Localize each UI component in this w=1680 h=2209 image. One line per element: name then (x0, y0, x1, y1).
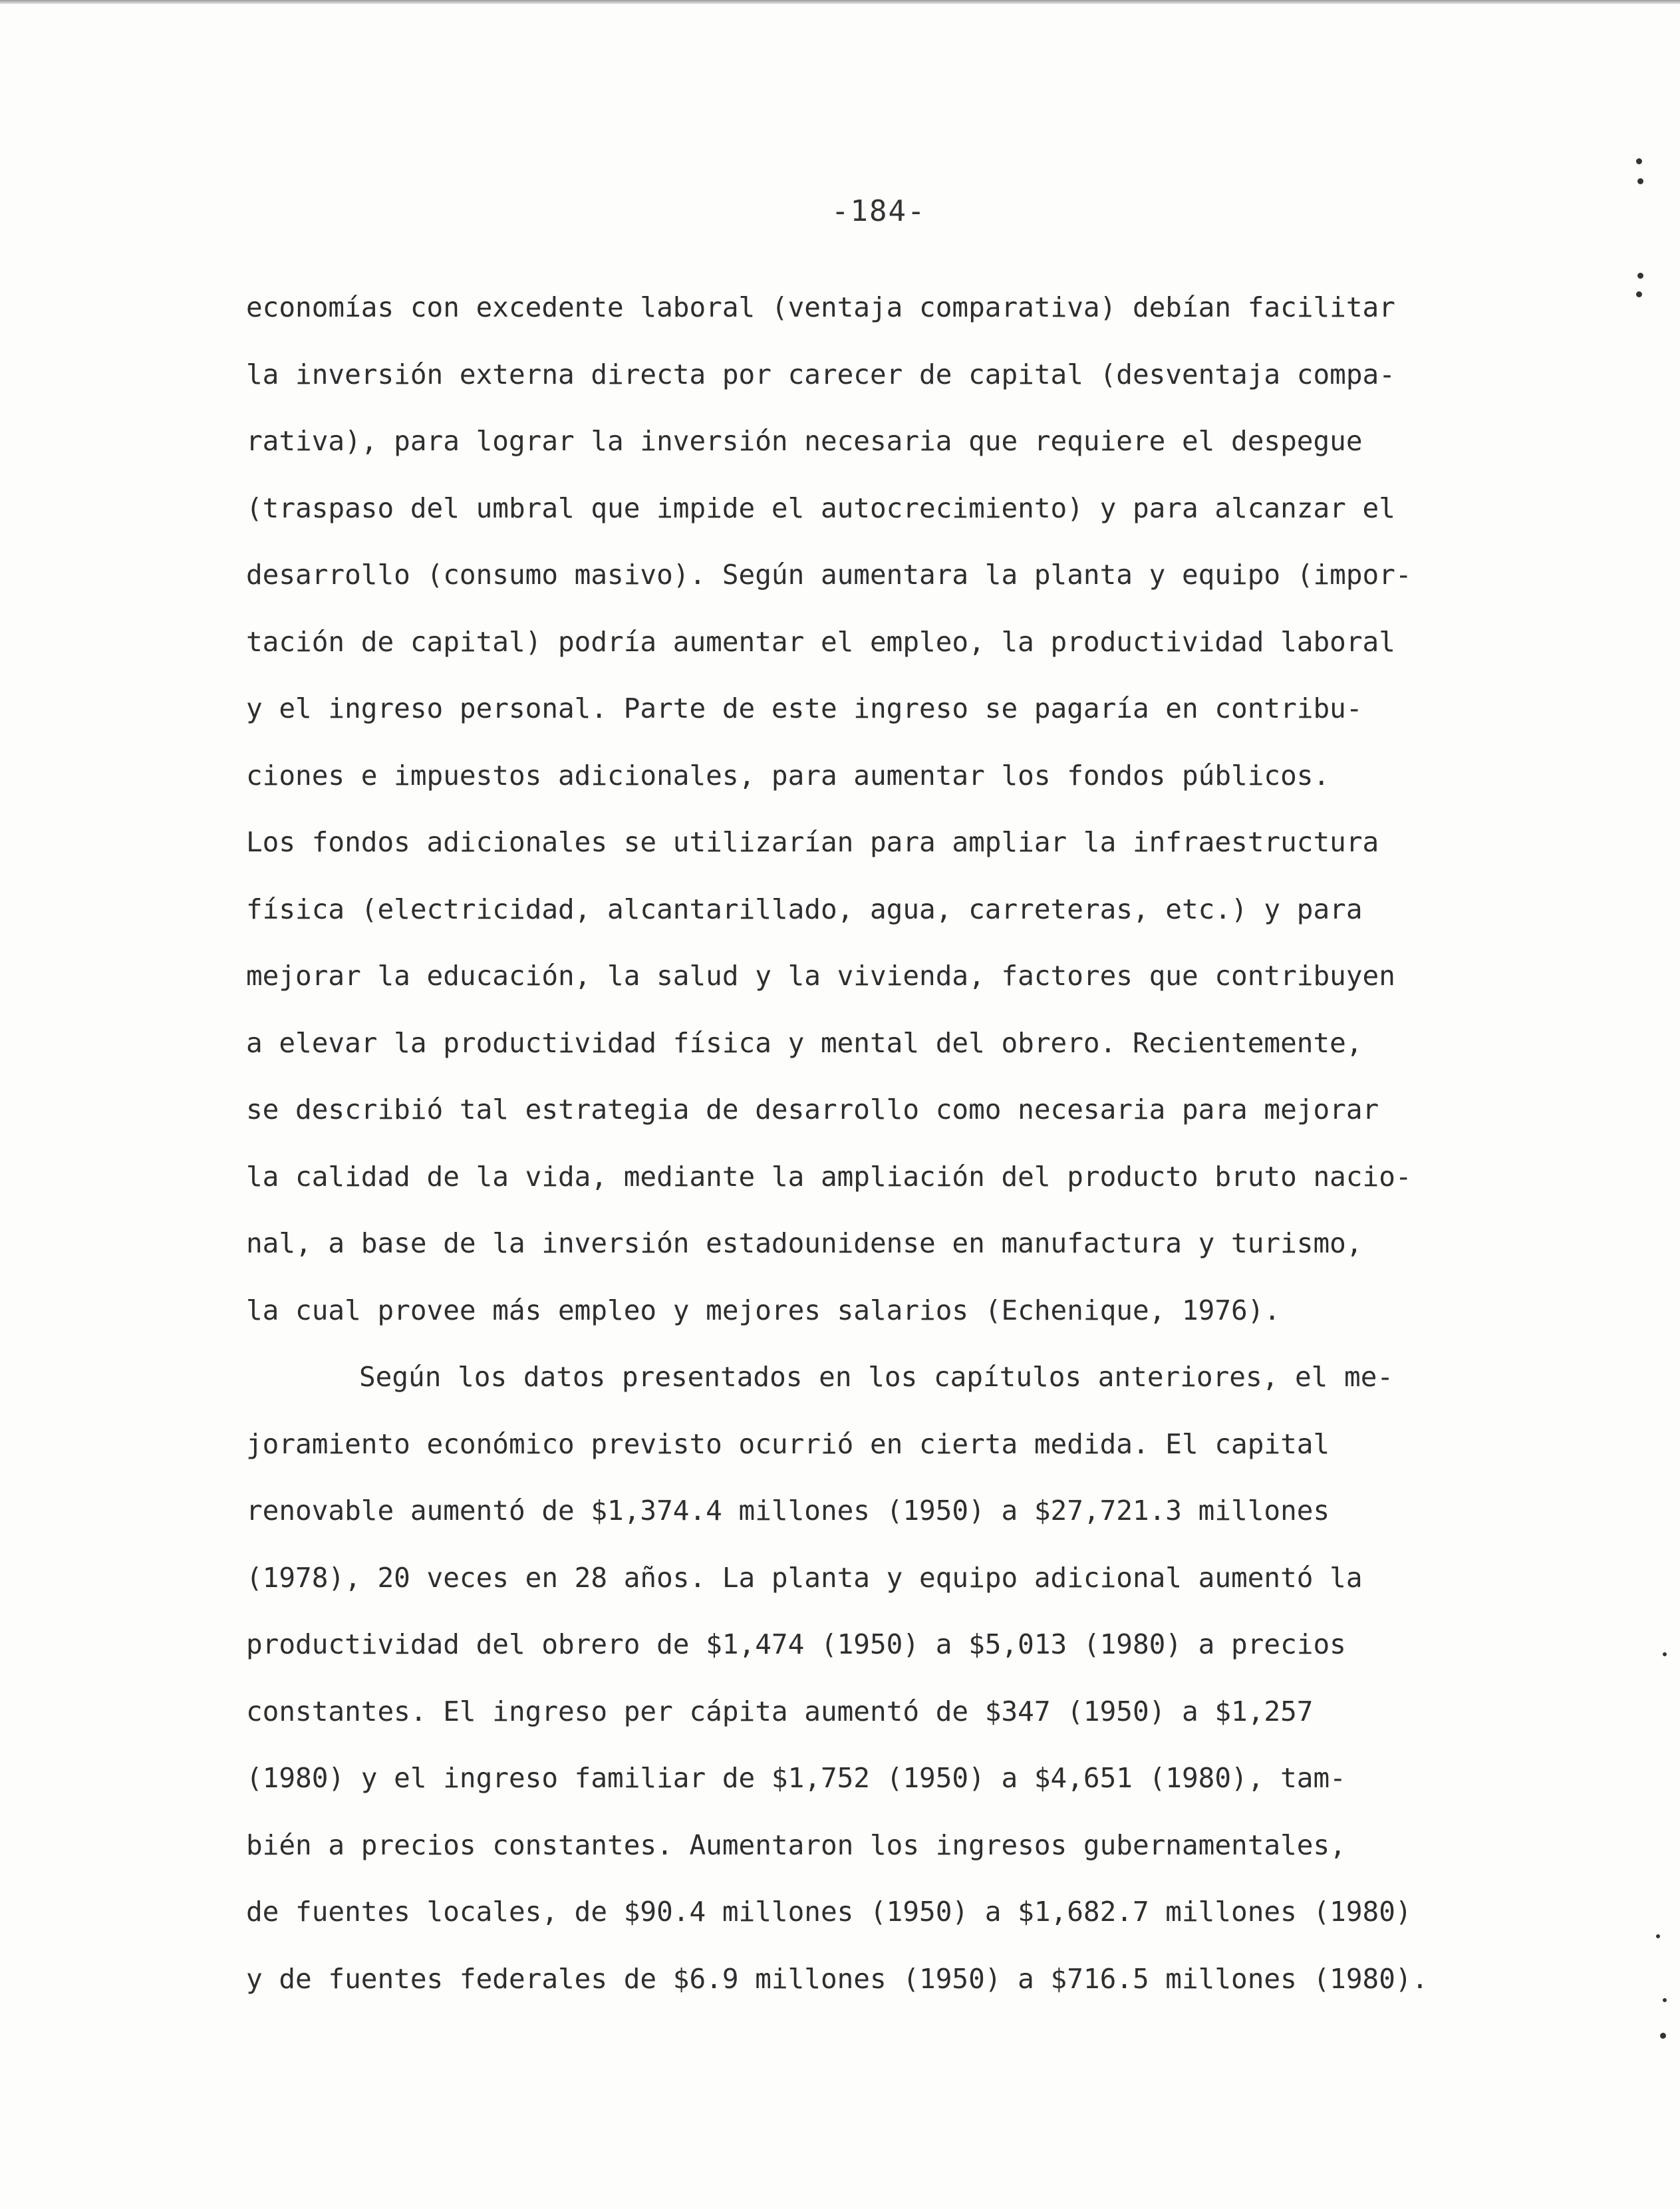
text-line: productividad del obrero de $1,474 (1950) a $5,013 (1980) a precios (246, 1628, 1346, 1660)
body-text (246, 274, 1550, 2012)
text-line: ciones e impuestos adicionales, para aumentar los fondos públicos. (246, 759, 1330, 792)
text-line: la calidad de la vida, mediante la ampliación del producto bruto nacio- (246, 1160, 1412, 1193)
text-line: (1980) y el ingreso familiar de $1,752 (1950) a $4,651 (1980), tam- (246, 1762, 1346, 1794)
text-line: (traspaso del umbral que impide el autocrecimiento) y para alcanzar el (246, 492, 1395, 524)
text-line: y de fuentes federales de $6.9 millones (1950) a $716.5 millones (1980). (246, 1962, 1429, 1995)
margin-speck (1660, 2033, 1666, 2039)
text-line: desarrollo (consumo masivo). Según aumentara la planta y equipo (impor- (246, 559, 1412, 591)
margin-speck (1637, 273, 1643, 279)
text-line: economías con excedente laboral (ventaja comparativa) debían facilitar (246, 291, 1395, 323)
text-line: la cual provee más empleo y mejores salarios (Echenique, 1976). (246, 1294, 1281, 1326)
margin-speck (1663, 1998, 1667, 2002)
paragraph-start-line: Según los datos presentados en los capítulos anteriores, el me- (359, 1361, 1394, 1393)
text-line: a elevar la productividad física y mental del obrero. Recientemente, (246, 1026, 1363, 1059)
margin-speck (1663, 1652, 1667, 1656)
text-line: de fuentes locales, de $90.4 millones (1950) a $1,682.7 millones (1980) (246, 1896, 1412, 1928)
margin-speck (1636, 291, 1642, 297)
text-line: constantes. El ingreso per cápita aumentó de $347 (1950) a $1,257 (246, 1695, 1314, 1727)
margin-speck (1637, 178, 1643, 184)
margin-speck (1656, 1934, 1660, 1938)
text-line: joramiento económico previsto ocurrió en cierta medida. El capital (246, 1427, 1330, 1460)
text-line: mejorar la educación, la salud y la vivienda, factores que contribuyen (246, 960, 1395, 992)
text-line: bién a precios constantes. Aumentaron los ingresos gubernamentales, (246, 1829, 1346, 1861)
text-line: (1978), 20 veces en 28 años. La planta y equipo adicional aumentó la (246, 1561, 1363, 1594)
margin-speck (1636, 158, 1642, 164)
text-line: nal, a base de la inversión estadounidense en manufactura y turismo, (246, 1227, 1363, 1259)
text-line: y el ingreso personal. Parte de este ingreso se pagaría en contribu- (246, 692, 1363, 724)
page-top-edge (0, 0, 1680, 4)
text-line: la inversión externa directa por carecer de capital (desventaja compa- (246, 358, 1395, 390)
text-line: tación de capital) podría aumentar el empleo, la productividad laboral (246, 625, 1395, 658)
text-line: se describió tal estrategia de desarrollo como necesaria para mejorar (246, 1094, 1379, 1125)
text-line: rativa), para lograr la inversión necesaria que requiere el despegue (246, 425, 1363, 457)
text-line: renovable aumentó de $1,374.4 millones (1950) a $27,721.3 millones (246, 1495, 1330, 1527)
text-line: física (electricidad, alcantarillado, agua, carreteras, etc.) y para (246, 893, 1363, 925)
page-number: -184- (831, 194, 926, 228)
text-line: Los fondos adicionales se utilizarían para ampliar la infraestructura (246, 826, 1379, 858)
